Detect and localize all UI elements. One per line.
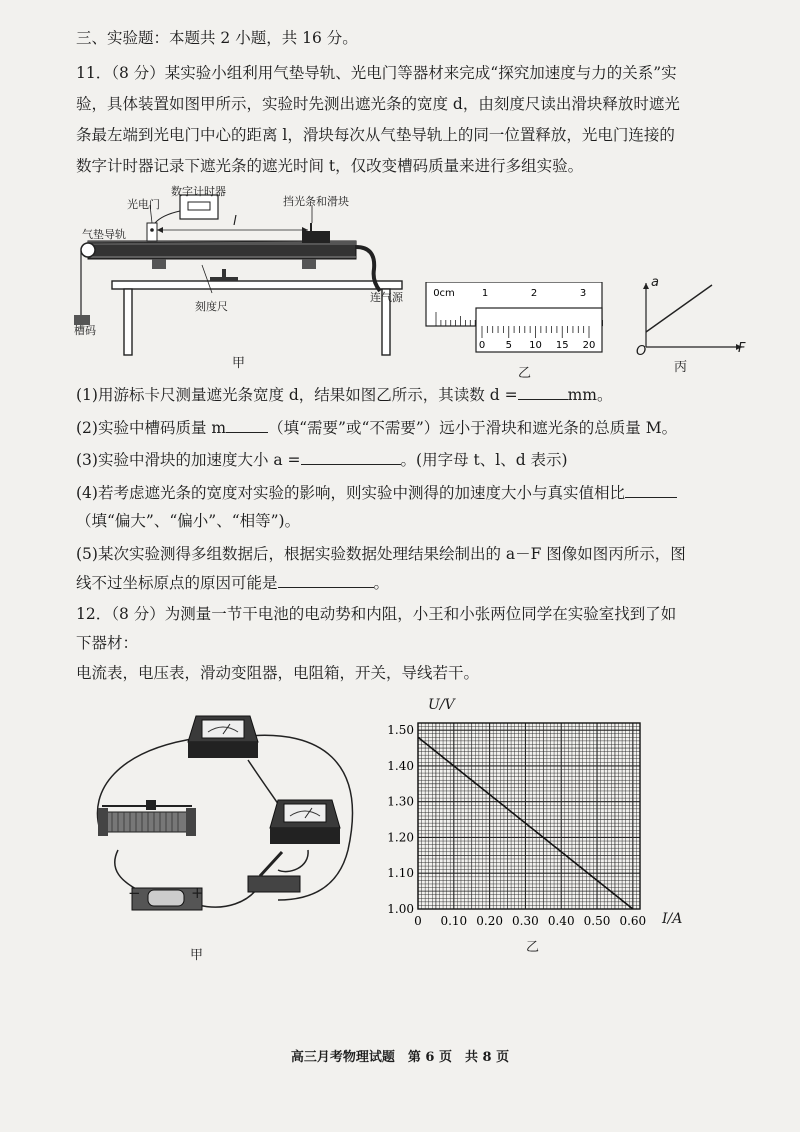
main-scale-label: 3 [579, 288, 587, 299]
caption-jia-12: 甲 [190, 948, 204, 963]
x-tick-label: 0.40 [547, 914, 575, 928]
y-tick-label: 1.20 [387, 830, 414, 845]
y-tick-label: 1.10 [387, 866, 414, 881]
x-tick-label: 0.10 [440, 914, 468, 928]
answer-blank-5[interactable] [278, 573, 374, 588]
y-tick-label: 1.00 [387, 902, 414, 916]
air-track-figure [72, 185, 422, 375]
q11-line-2: 验，具体装置如图甲所示，实验时先测出遮光条的宽度 d，由刻度尺读出滑块释放时遮光 [76, 95, 680, 113]
y-tick-label: 1.40 [387, 758, 414, 773]
q11-sub-5b: 线不过坐标原点的原因可能是 。 [76, 574, 390, 592]
label-rail: 气垫导轨 [82, 228, 126, 241]
u-i-chart [380, 695, 700, 955]
x-tick-label: 0.20 [476, 914, 503, 928]
section-title: 三、实验题：本题共 2 小题，共 16 分。 [76, 29, 358, 47]
q11-line-3: 条最左端到光电门中心的距离 l，滑块每次从气垫导轨上的同一位置释放，光电门连接的 [76, 126, 675, 144]
y-tick-label: 1.50 [387, 723, 414, 738]
label-photogate: 光电门 [127, 198, 160, 211]
q12-line-2: 下器材： [76, 634, 139, 652]
caption-yi: 乙 [518, 366, 532, 381]
q12-line-1: 12．（8 分）为测量一节干电池的电动势和内阻，小王和小张两位同学在实验室找到了如 [76, 605, 677, 623]
circuit-equipment-figure [78, 700, 368, 930]
caption-bing: 丙 [674, 360, 688, 375]
label-timer: 数字计时器 [171, 185, 226, 198]
bing-origin: O [636, 344, 647, 359]
q11-line-4: 数字计时器记录下遮光条的遮光时间 t，仅改变槽码质量来进行多组实验。 [76, 157, 584, 175]
main-scale-label: 0cm [433, 288, 455, 299]
vernier-label: 5 [505, 340, 512, 351]
answer-blank-2[interactable] [226, 418, 268, 433]
q12-line-3: 电流表，电压表，滑动变阻器，电阻箱，开关，导线若干。 [76, 664, 480, 682]
a-F-line [646, 285, 712, 332]
vernier-label: 0 [478, 340, 486, 351]
answer-blank-4[interactable] [625, 483, 677, 498]
page-footer: 高三月考物理试题 第 6 页 共 8 页 [290, 1050, 510, 1065]
q11-sub-5: (5)某次实验测得多组数据后，根据实验数据处理结果绘制出的 a－F 图像如图丙所示，图 [76, 545, 686, 563]
caption-yi-12: 乙 [526, 940, 540, 955]
x-tick-label: 0.30 [512, 914, 539, 928]
caption-jia: 甲 [232, 356, 246, 371]
main-scale-label: 1 [481, 288, 489, 299]
bing-x-label: F [738, 341, 746, 356]
vernier-label: 15 [555, 340, 569, 351]
q11-sub-1: (1)用游标卡尺测量遮光条宽度 d，结果如图乙所示，其读数 d = mm。 [76, 386, 613, 404]
q11-sub-2: (2)实验中槽码质量 m （填“需要”或“不需要”）远小于滑块和遮光条的总质量 M。 [76, 419, 678, 437]
vernier-label: 10 [529, 340, 542, 351]
battery-plus-label: + [191, 884, 204, 902]
x-tick-label: 0.60 [619, 914, 647, 928]
label-l: l [233, 214, 237, 229]
vernier-label: 20 [582, 340, 596, 351]
q11-sub-4: (4)若考虑遮光条的宽度对实验的影响，则实验中测得的加速度大小与真实值相比 [76, 483, 677, 503]
chart-x-label: I/A [662, 911, 683, 927]
x-tick-label: 0.50 [583, 914, 611, 928]
battery-minus-label: − [128, 884, 141, 902]
q11-sub-3: (3)实验中滑块的加速度大小 a = 。(用字母 t、l、d 表示) [76, 451, 568, 469]
x-tick-label: 0 [414, 914, 422, 928]
label-weight: 槽码 [74, 324, 96, 337]
q11-sub-4b: （填“偏大”、“偏小”、“相等”)。 [76, 512, 301, 530]
answer-blank-3[interactable] [301, 450, 401, 465]
bing-y-label: a [651, 275, 659, 290]
answer-blank-1[interactable] [518, 385, 568, 400]
label-ruler: 刻度尺 [195, 300, 228, 313]
chart-y-label: U/V [428, 697, 455, 713]
main-scale-label: 2 [530, 288, 538, 299]
q11-line-1: 11．（8 分）某实验小组利用气垫导轨、光电门等器材来完成“探究加速度与力的关系”实 [76, 64, 677, 82]
label-air-source: 连气源 [370, 291, 403, 304]
vernier-caliper-figure [422, 282, 608, 360]
chart-grid [418, 723, 640, 909]
y-tick-label: 1.30 [387, 794, 414, 809]
label-slider: 挡光条和滑块 [283, 195, 349, 208]
